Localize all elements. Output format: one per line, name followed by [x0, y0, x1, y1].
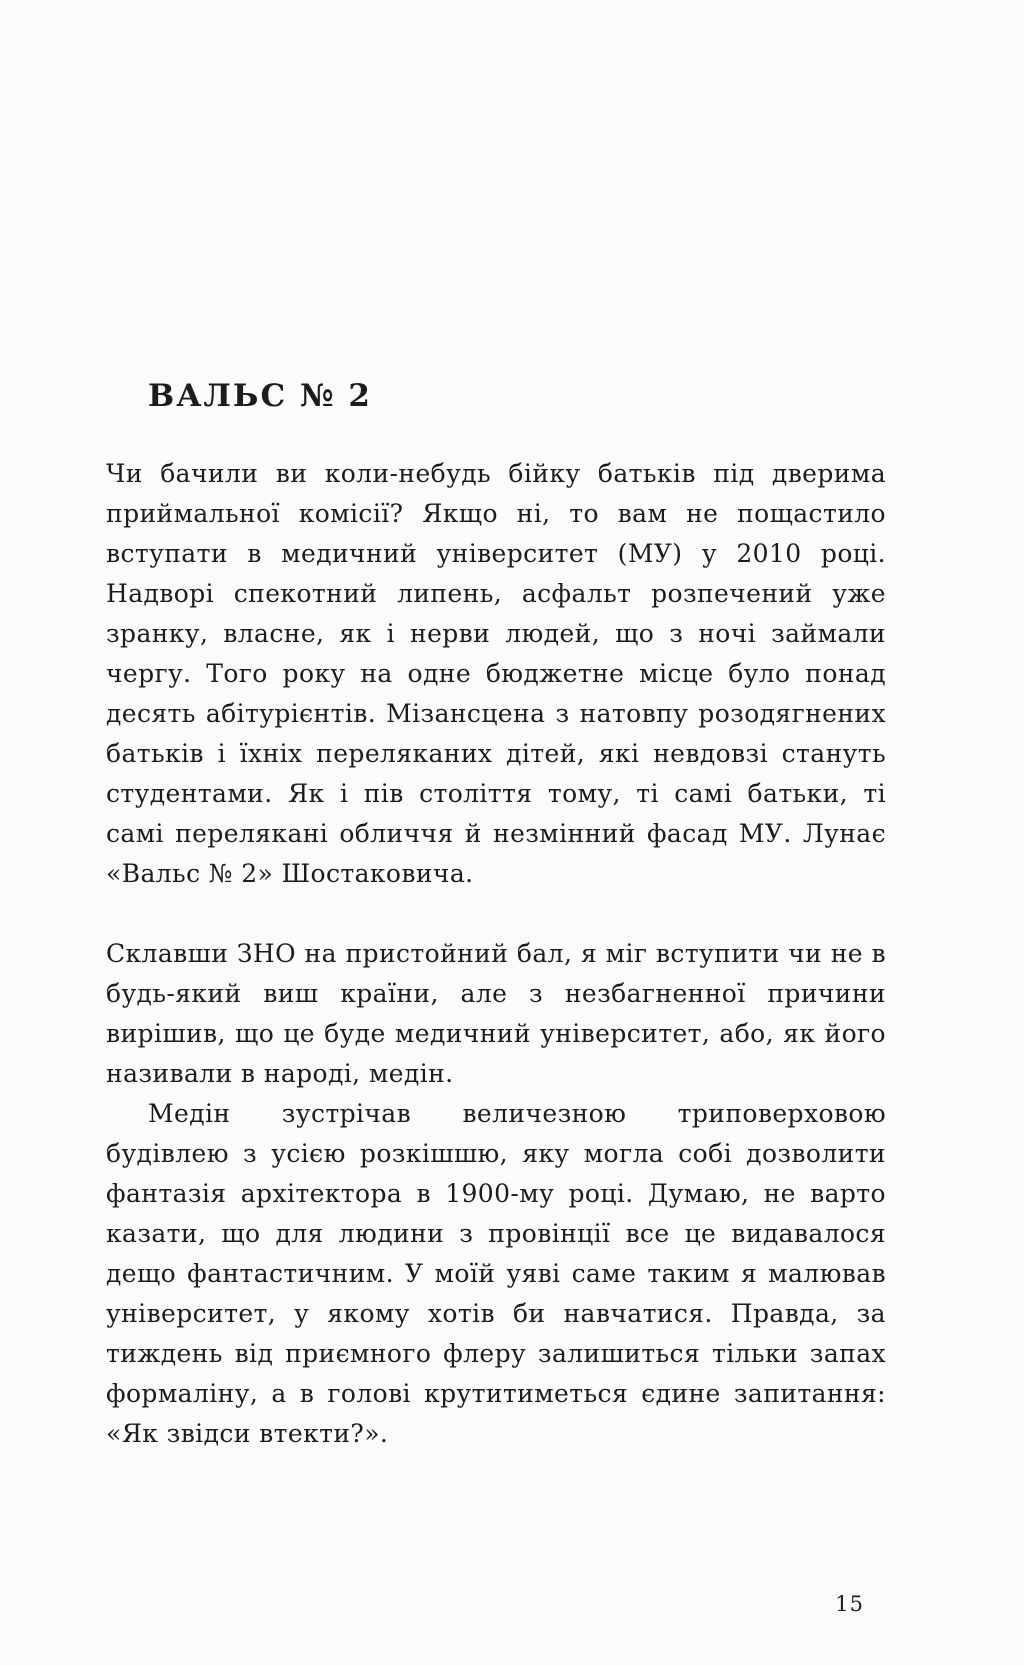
page-number: 15: [835, 1592, 864, 1616]
paragraph-building: Медін зустрічав величезною триповерховою будівлею з усією розкішшю, яку могла собі дозволити фантазія архітектора в 1900-му році. Думаю, не варто казати, що для людини з провінції все це видавалося дещо фантастичним. У моїй уяві саме таким я малював університет, у якому хотів би навчатися. Правда, за тиждень від приємного флеру залишиться тільки запах формаліну, а в голові крутитиметься єдине запитання: «Як звідси втекти?».: [106, 1099, 886, 1448]
chapter-title: ВАЛЬС № 2: [148, 378, 372, 414]
paragraph-admission: Склавши ЗНО на пристойний бал, я міг вступити чи не в будь-який виш країни, але з незбагненної причини вирішив, що це буде медичний університет, або, як його називали в народі, медін.: [106, 939, 886, 1088]
paragraph-opening: Чи бачили ви коли-небудь бійку батьків під дверима приймальної комісії? Якщо ні, то вам не пощастило вступати в медичний університет (МУ) у 2010 році. Надворі спекотний липень, асфальт розпечений уже зранку, власне, як і нерви людей, що з ночі займали чергу. Того року на одне бюджетне місце було понад десять абітурієнтів. Мізансцена з натовпу розодягнених батьків і їхніх переляканих дітей, які невдовзі стануть студентами. Як і пів століття тому, ті самі батьки, ті самі перелякані обличчя й незмінний фасад МУ. Лунає «Вальс № 2» Шостаковича.: [106, 459, 886, 888]
chapter-body: [106, 454, 886, 1454]
book-page: [106, 0, 886, 1665]
